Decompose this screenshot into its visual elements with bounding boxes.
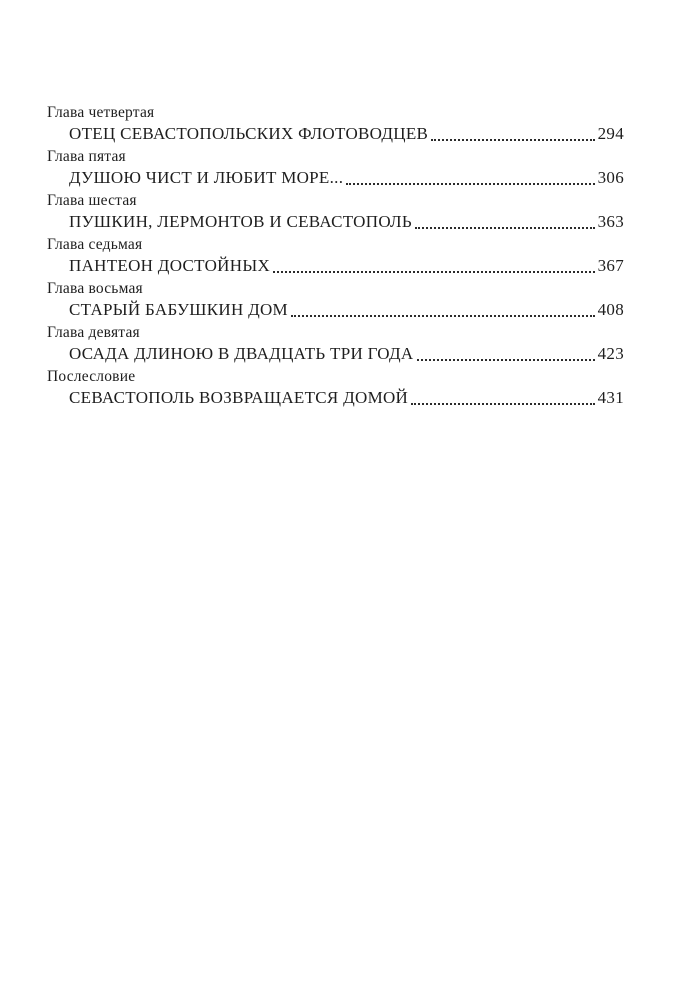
- toc-entry: [47, 191, 624, 232]
- chapter-title: СЕВАСТОПОЛЬ ВОЗВРАЩАЕТСЯ ДОМОЙ: [69, 388, 409, 407]
- toc-entry-line: [47, 211, 624, 232]
- table-of-contents: [47, 103, 624, 408]
- toc-entry: [47, 235, 624, 276]
- dot-leader: [417, 359, 595, 361]
- page-number: 408: [597, 300, 624, 319]
- chapter-label: Глава седьмая: [47, 236, 143, 253]
- dot-leader: [411, 403, 594, 405]
- toc-entry: [47, 323, 624, 364]
- page-number: 423: [597, 344, 624, 363]
- dot-leader: [346, 183, 594, 185]
- toc-entry: [47, 279, 624, 320]
- chapter-title: ПАНТЕОН ДОСТОЙНЫХ: [69, 256, 271, 275]
- chapter-title: ОТЕЦ СЕВАСТОПОЛЬСКИХ ФЛОТОВОДЦЕВ: [69, 124, 429, 143]
- toc-entry: [47, 147, 624, 188]
- page-number: 306: [597, 168, 624, 187]
- toc-entry-line: [47, 387, 624, 408]
- chapter-label: Глава пятая: [47, 148, 126, 165]
- chapter-label: Глава шестая: [47, 192, 137, 209]
- chapter-title: ПУШКИН, ЛЕРМОНТОВ И СЕВАСТОПОЛЬ: [69, 212, 412, 231]
- chapter-label: Послесловие: [47, 368, 136, 385]
- toc-entry-line: [47, 167, 624, 188]
- page-number: 431: [597, 388, 624, 407]
- chapter-title: СТАРЫЙ БАБУШКИН ДОМ: [69, 300, 288, 319]
- dot-leader: [273, 271, 595, 273]
- chapter-title: ДУШОЮ ЧИСТ И ЛЮБИТ МОРЕ...: [69, 168, 344, 187]
- chapter-title: ОСАДА ДЛИНОЮ В ДВАДЦАТЬ ТРИ ГОДА: [69, 344, 414, 363]
- toc-entry-line: [47, 123, 624, 144]
- dot-leader: [415, 227, 595, 229]
- chapter-label: Глава восьмая: [47, 280, 143, 297]
- dot-leader: [291, 315, 595, 317]
- toc-entry: [47, 367, 624, 408]
- toc-entry-line: [47, 343, 624, 364]
- toc-entry-line: [47, 299, 624, 320]
- chapter-label: Глава четвертая: [47, 104, 155, 121]
- toc-entry-line: [47, 255, 624, 276]
- page-number: 363: [597, 212, 624, 231]
- page-number: 294: [597, 124, 624, 143]
- chapter-label: Глава девятая: [47, 324, 140, 341]
- page-number: 367: [597, 256, 624, 275]
- dot-leader: [431, 139, 594, 141]
- toc-entry: [47, 103, 624, 144]
